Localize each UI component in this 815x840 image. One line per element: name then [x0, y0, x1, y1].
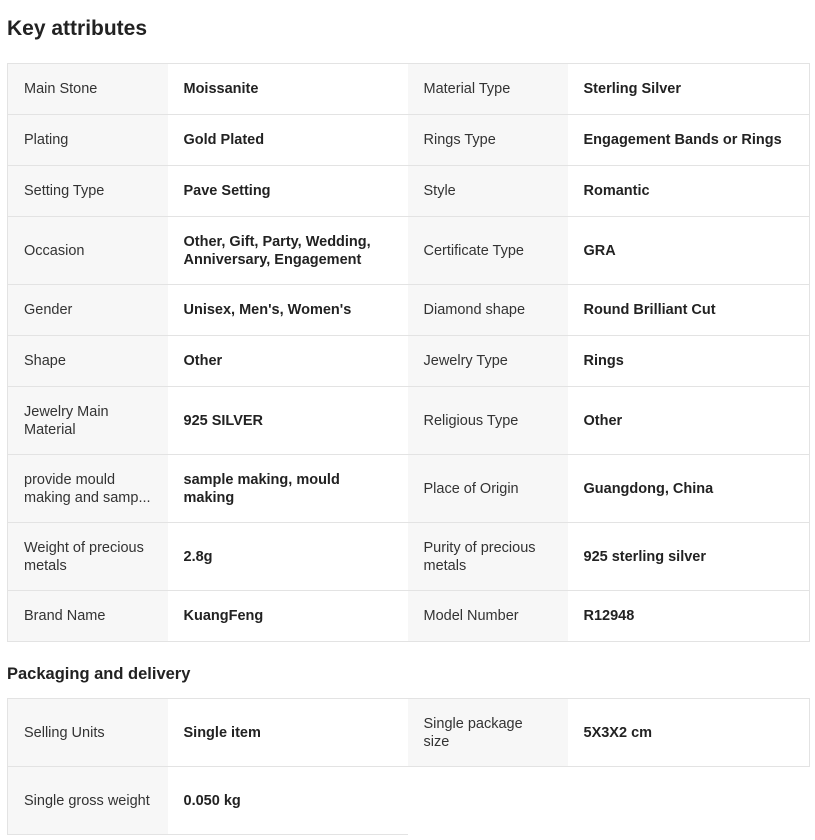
attribute-label: provide mould making and samp...: [8, 455, 168, 523]
attribute-label: Occasion: [8, 217, 168, 285]
attribute-label: Material Type: [408, 64, 568, 115]
attribute-label: Setting Type: [8, 166, 168, 217]
attribute-label: Rings Type: [408, 115, 568, 166]
table-row: [8, 285, 810, 336]
attribute-value: Gold Plated: [168, 115, 408, 166]
packaging-delivery-heading: Packaging and delivery: [7, 665, 191, 683]
attribute-value: Round Brilliant Cut: [568, 285, 810, 336]
attribute-value: KuangFeng: [168, 591, 408, 642]
attribute-label: Single gross weight: [8, 767, 168, 835]
empty-cell: [568, 767, 810, 835]
attribute-value: Romantic: [568, 166, 810, 217]
attribute-value: Pave Setting: [168, 166, 408, 217]
key-attributes-table: [7, 63, 810, 642]
attribute-value: GRA: [568, 217, 810, 285]
table-row: [8, 336, 810, 387]
attribute-value: Rings: [568, 336, 810, 387]
attribute-value: Sterling Silver: [568, 64, 810, 115]
attribute-label: Weight of precious metals: [8, 523, 168, 591]
attribute-label: Jewelry Main Material: [8, 387, 168, 455]
attribute-value: Guangdong, China: [568, 455, 810, 523]
table-row: [8, 455, 810, 523]
attribute-label: Model Number: [408, 591, 568, 642]
packaging-delivery-table: [7, 698, 810, 835]
attribute-value: Moissanite: [168, 64, 408, 115]
attribute-label: Selling Units: [8, 699, 168, 767]
attribute-label: Purity of precious metals: [408, 523, 568, 591]
attribute-value: 2.8g: [168, 523, 408, 591]
attribute-label: Jewelry Type: [408, 336, 568, 387]
attribute-label: Shape: [8, 336, 168, 387]
attribute-label: Certificate Type: [408, 217, 568, 285]
table-row: [8, 217, 810, 285]
attribute-value: 0.050 kg: [168, 767, 408, 835]
attribute-value: Unisex, Men's, Women's: [168, 285, 408, 336]
attribute-label: Religious Type: [408, 387, 568, 455]
attribute-value: Other: [568, 387, 810, 455]
attribute-value: Single item: [168, 699, 408, 767]
attribute-value: Engagement Bands or Rings: [568, 115, 810, 166]
attribute-value: 925 SILVER: [168, 387, 408, 455]
table-row: [8, 115, 810, 166]
attribute-value: 925 sterling silver: [568, 523, 810, 591]
table-row: [8, 166, 810, 217]
attribute-label: Diamond shape: [408, 285, 568, 336]
table-row: [8, 64, 810, 115]
attribute-value: Other, Gift, Party, Wedding, Anniversary, Engagement: [168, 217, 408, 285]
attribute-label: Place of Origin: [408, 455, 568, 523]
empty-cell: [408, 767, 568, 835]
table-row: [8, 699, 810, 767]
table-row: [8, 767, 810, 835]
attribute-value: Other: [168, 336, 408, 387]
table-row: [8, 387, 810, 455]
attribute-value: R12948: [568, 591, 810, 642]
attribute-value: sample making, mould making: [168, 455, 408, 523]
table-row: [8, 591, 810, 642]
attribute-value: 5X3X2 cm: [568, 699, 810, 767]
attribute-label: Style: [408, 166, 568, 217]
attribute-label: Main Stone: [8, 64, 168, 115]
attribute-label: Single package size: [408, 699, 568, 767]
key-attributes-heading: Key attributes: [7, 17, 148, 40]
attribute-label: Gender: [8, 285, 168, 336]
attribute-label: Brand Name: [8, 591, 168, 642]
attribute-label: Plating: [8, 115, 168, 166]
table-row: [8, 523, 810, 591]
